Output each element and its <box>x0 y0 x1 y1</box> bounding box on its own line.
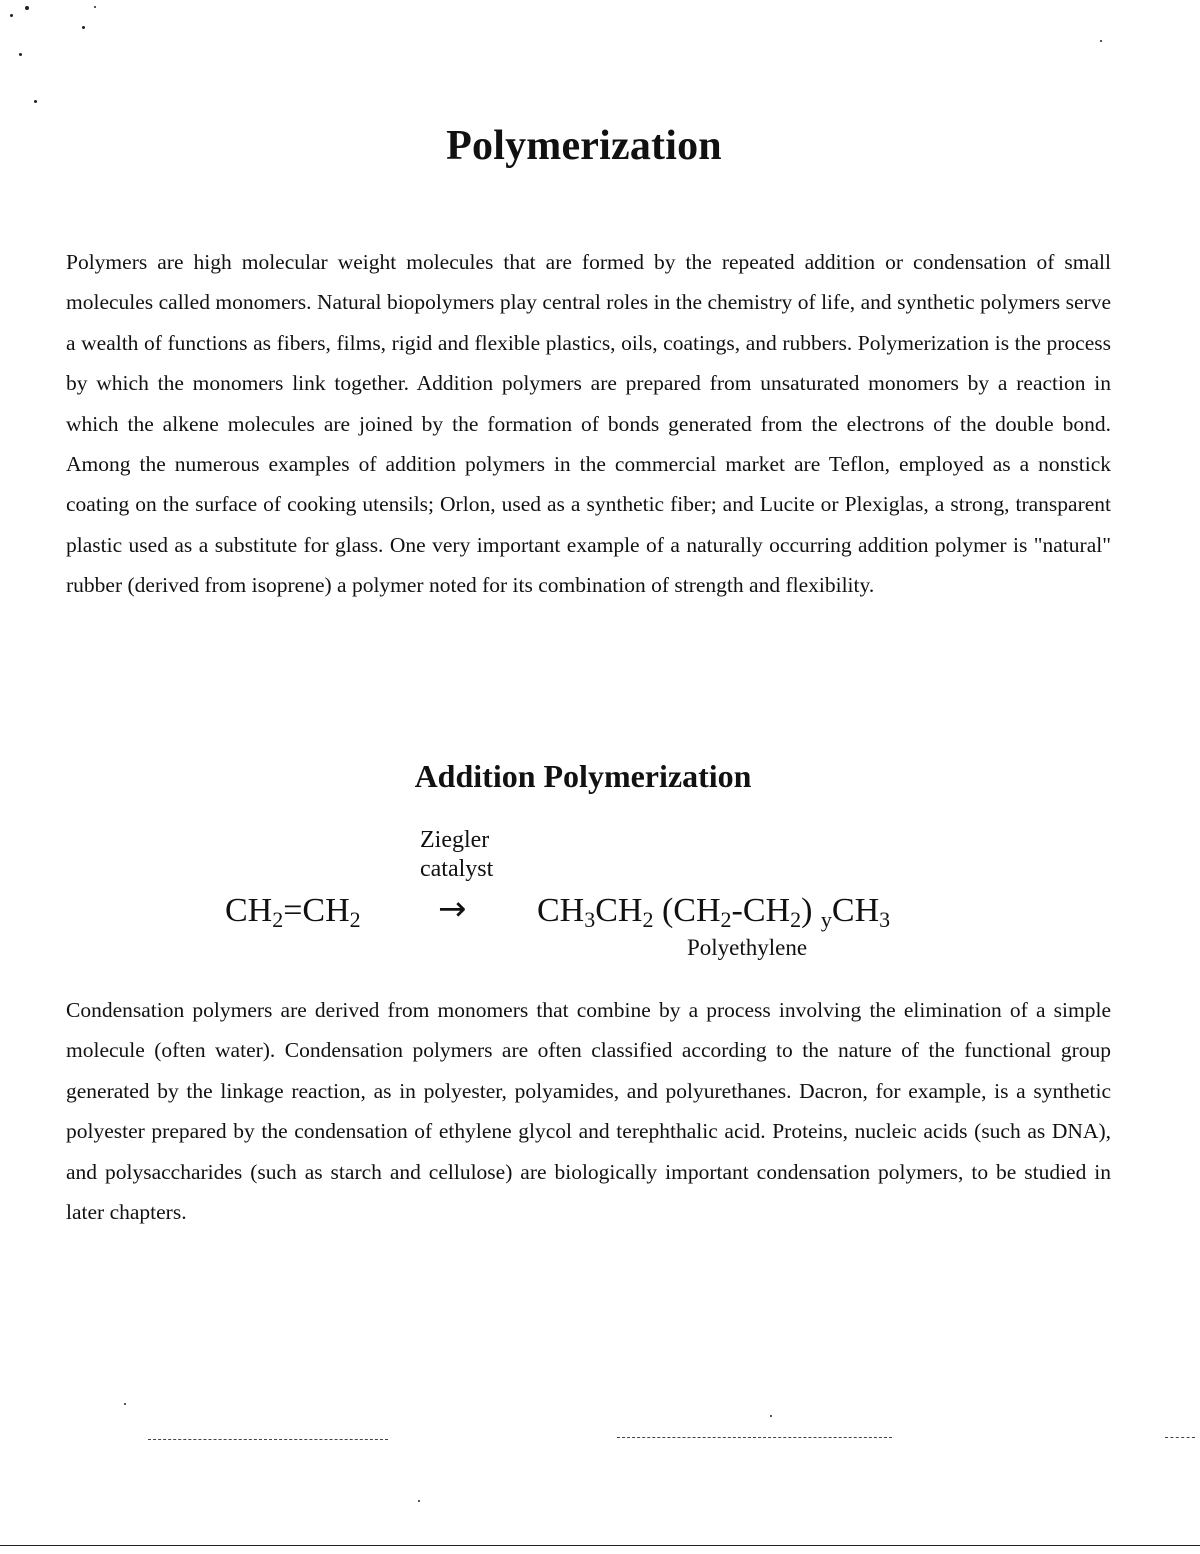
page-title: Polymerization <box>446 123 722 169</box>
product-part-5: ) <box>801 892 813 929</box>
scan-dashed-line <box>617 1437 892 1438</box>
scan-dashed-line <box>148 1439 388 1440</box>
scan-speck <box>94 6 96 8</box>
scan-bottom-line <box>0 1545 1200 1546</box>
reactant-part-1: CH <box>225 892 273 929</box>
product-sub-3: 2 <box>720 907 732 932</box>
reactant-sub-2: 2 <box>349 907 361 932</box>
scan-speck <box>1100 40 1102 42</box>
reaction-arrow-icon: → <box>438 889 467 929</box>
reactant-part-2: =CH <box>283 892 350 929</box>
scan-speck <box>124 1403 126 1405</box>
product-part-6: CH <box>831 892 880 929</box>
catalyst-label <box>420 826 493 884</box>
product-sub-2: 2 <box>642 907 654 932</box>
scan-speck <box>418 1500 420 1502</box>
intro-paragraph: Polymers are high molecular weight molecules that are formed by the repeated addition or condensation of small molecules called monomers. Natural biopolymers play central roles in the chemistry of life, and synthetic polymers serve a wealth of functions as fibers, films, rigid and flexible plastics, oils, coatings, and rubbers. Polymerization is the process by which the monomers link together. Addition polymers are prepared from unsaturated monomers by a reaction in which the alkene molecules are joined by the formation of bonds generated from the electrons of the double bond. Among the numerous examples of addition polymers in the commercial market are Teflon, employed as a nonstick coating on the surface of cooking utensils; Orlon, used as a synthetic fiber; and Lucite or Plexiglas, a strong, transparent plastic used as a substitute for glass. One very important example of a naturally occurring addition polymer is "natural" rubber (derived from isoprene) a polymer noted for its combination of strength and flexibility. <box>66 250 1111 598</box>
product-part-4: -CH <box>731 892 791 929</box>
scan-speck <box>25 6 29 10</box>
product-sub-1: 3 <box>584 907 596 932</box>
section-title: Addition Polymerization <box>414 758 752 794</box>
product-part-3: (CH <box>653 892 721 929</box>
product-part-2: CH <box>595 892 643 929</box>
product-name-label: Polyethylene <box>687 935 808 960</box>
reactant-sub-1: 2 <box>272 907 284 932</box>
product-part-1: CH <box>537 892 585 929</box>
scan-speck <box>19 53 22 56</box>
scan-speck <box>82 26 85 29</box>
product-sub-5: y <box>820 907 832 932</box>
scan-speck <box>10 14 13 17</box>
scan-speck <box>34 100 37 103</box>
product-sub-6: 3 <box>879 907 891 932</box>
scan-dashed-line <box>1165 1437 1195 1438</box>
catalyst-line-2: catalyst <box>420 856 494 882</box>
reactant-formula <box>225 892 361 930</box>
scan-speck <box>770 1415 772 1417</box>
condensation-paragraph: Condensation polymers are derived from monomers that combine by a process involving the elimination of a simple molecule (often water). Condensation polymers are often classified according to the nature of the functional group generated by the linkage reaction, as in polyester, polyamides, and polyurethanes. Dacron, for example, is a synthetic polyester prepared by the condensation of ethylene glycol and terephthalic acid. Proteins, nucleic acids (such as DNA), and polysaccharides (such as starch and cellulose) are biologically important condensation polymers, to be studied in later chapters. <box>66 998 1111 1225</box>
product-formula <box>537 892 890 930</box>
product-sub-4: 2 <box>790 907 802 932</box>
catalyst-line-1: Ziegler <box>420 827 490 853</box>
